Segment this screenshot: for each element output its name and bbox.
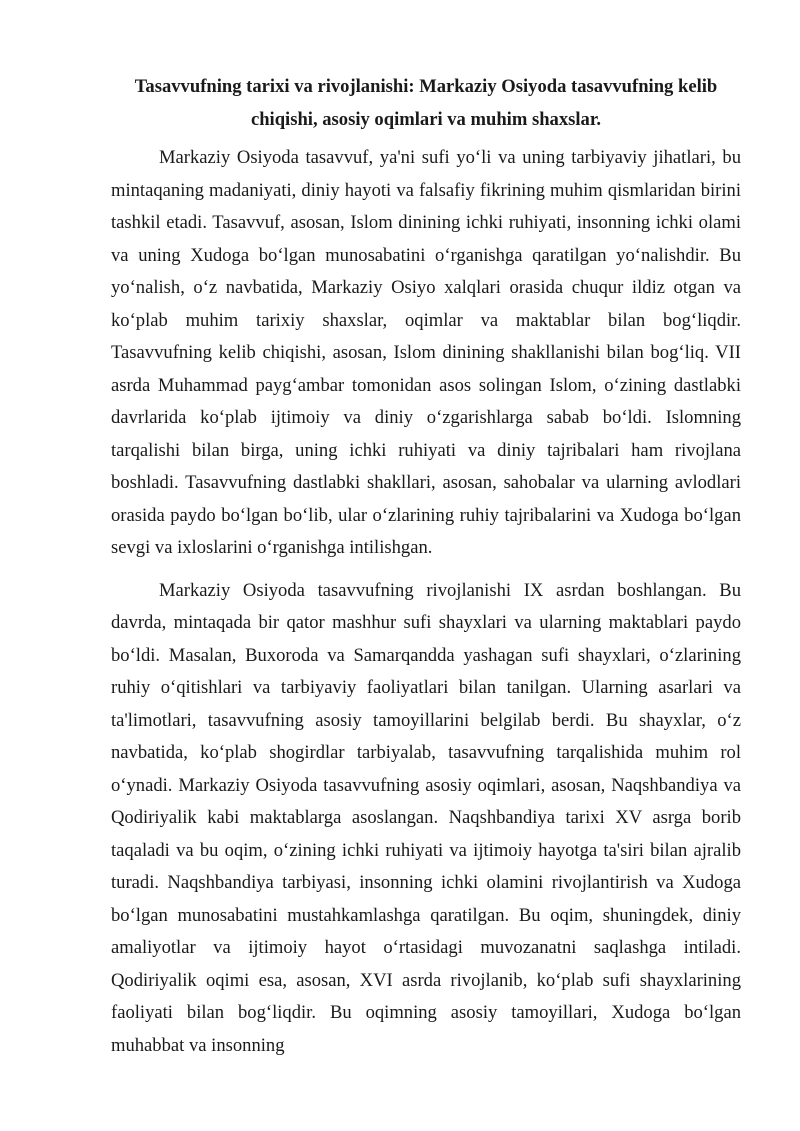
paragraph-1: Markaziy Osiyoda tasavvuf, ya'ni sufi yo‘li va uning tarbiyaviy jihatlari, bu mintaqaning madaniyati, diniy hayoti va falsafiy fikrining muhim qismlaridan birini tashkil etadi. Tasavvuf, asosan, Islom dinining ichki ruhiyati, insonning ichki olami va uning Xudoga bo‘lgan munosabatini o‘rganishga qaratilgan yo‘nalishdir. Bu yo‘nalish, o‘z navbatida, Markaziy Osiyo xalqlari orasida chuqur ildiz otgan va ko‘plab muhim tarixiy shaxslar, oqimlar va maktablar bilan bog‘liqdir. Tasavvufning kelib chiqishi, asosan, Islom dinining shakllanishi bilan bog‘liq. VII asrda Muhammad payg‘ambar tomonidan asos solingan Islom, o‘zining dastlabki davrlarida ko‘plab ijtimoiy va diniy o‘zgarishlarga sabab bo‘ldi. Islomning tarqalishi bilan birga, uning ichki ruhiyati va diniy tajribalari ham rivojlana boshladi. Tasavvufning dastlabki shakllari, asosan, sahobalar va ularning avlodlari orasida paydo bo‘lgan bo‘lib, ular o‘zlarining ruhiy tajribalarini va Xudoga bo‘lgan sevgi va ixloslarini o‘rganishga intilishgan.: [111, 147, 741, 558]
document-title: Tasavvufning tarixi va rivojlanishi: Markaziy Osiyoda tasavvufning kelib chiqishi, asosiy oqimlari va muhim shaxslar.: [134, 76, 718, 130]
paragraph-2: Markaziy Osiyoda tasavvufning rivojlanishi IX asrdan boshlangan. Bu davrda, mintaqada bir qator mashhur sufi shayxlari va ularning maktablari paydo bo‘ldi. Masalan, Buxoroda va Samarqandda yashagan sufi shayxlari, o‘zlarining ruhiy o‘qitishlari va tarbiyaviy faoliyatlari bilan tanilgan. Ularning asarlari va ta'limotlari, tasavvufning asosiy tamoyillarini belgilab berdi. Bu shayxlar, o‘z navbatida, ko‘plab shogirdlar tarbiyalab, tasavvufning tarqalishida muhim rol o‘ynadi. Markaziy Osiyoda tasavvufning asosiy oqimlari, asosan, Naqshbandiya va Qodiriyalik kabi maktablarga asoslangan. Naqshbandiya tarixi XV asrga borib taqaladi va bu oqim, o‘zining ichki ruhiyati va ijtimoiy hayotga ta'siri bilan ajralib turadi. Naqshbandiya tarbiyasi, insonning ichki olamini rivojlantirish va Xudoga bo‘lgan munosabatini mustahkamlashga qaratilgan. Bu oqim, shuningdek, diniy amaliyotlar va ijtimoiy hayot o‘rtasidagi muvozanatni saqlashga intiladi. Qodiriyalik oqimi esa, asosan, XVI asrda rivojlanib, ko‘plab sufi shayxlarining faoliyati bilan bog‘liqdir. Bu oqimning asosiy tamoyillari, Xudoga bo‘lgan muhabbat va insonning: [111, 579, 741, 1056]
document-page: [111, 70, 741, 1072]
